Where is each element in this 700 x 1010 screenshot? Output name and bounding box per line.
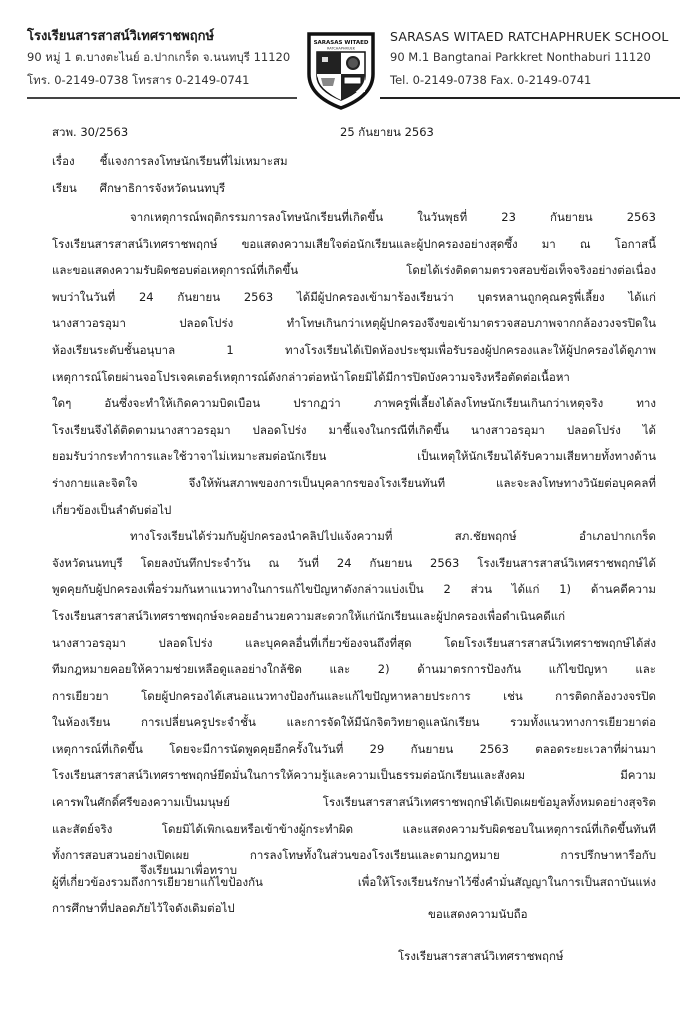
- header-divider-left: [27, 97, 297, 99]
- paragraph1-line: และขอแสดงความรับผิดชอบต่อเหตุการณ์ที่เกิดขึ้น โดยได้เร่งติดตามตรวจสอบข้อเท็จจริงอย่างต่อเนื่อง: [52, 263, 656, 278]
- header-divider-right: [380, 97, 680, 99]
- complimentary-close: ขอแสดงความนับถือ: [428, 907, 528, 921]
- contact-english: Tel. 0-2149-0738 Fax. 0-2149-0741: [390, 73, 592, 87]
- reference-number: สวพ. 30/2563: [52, 125, 129, 139]
- paragraph1-line: จากเหตุการณ์พฤติกรรมการลงโทษนักเรียนที่เกิดขึ้น ในวันพุธที่ 23 กันยายน 2563: [130, 210, 656, 224]
- subject-row: [52, 153, 288, 171]
- subject-label: เรื่อง: [52, 154, 75, 168]
- paragraph2-line: ทั้งการสอบสวนอย่างเปิดเผย การลงโทษทั้งในส่วนของโรงเรียนและตามกฎหมาย การปรึกษาหารือกับ: [52, 848, 656, 863]
- closing-line: จึงเรียนมาเพื่อทราบ: [140, 863, 238, 877]
- paragraph2-line: และสัตย์จริง โดยมิได้เพิกเฉยหรือเข้าข้างผู้กระทำผิด และแสดงความรับผิดชอบในเหตุการณ์ที่เกิดขึ้นทันที: [52, 821, 656, 836]
- paragraph2-line: การเยียวยา โดยผู้ปกครองได้เสนอแนวทางป้องกันและแก้ไขปัญหาหลายประการ เช่น การติดกล้องวงจรปิด: [52, 688, 656, 703]
- address-english: 90 M.1 Bangtanai Parkkret Nonthaburi 11120: [390, 50, 651, 64]
- paragraph1-line: นางสาวอรอุมา ปลอดโปร่ง ทำโทษเกินกว่าเหตุผู้ปกครองจึงขอเข้ามาตรวจสอบภาพจากกล้องวงจรปิดใน: [52, 316, 656, 331]
- signatory: โรงเรียนสารสาสน์วิเทศราชพฤกษ์: [398, 949, 564, 963]
- paragraph1-line: ยอมรับว่ากระทำการและใช้วาจาไม่เหมาะสมต่อนักเรียน เป็นเหตุให้นักเรียนได้รับความเสียหายทั้งทางด้าน: [52, 449, 656, 464]
- paragraph2-line: พูดคุยกับผู้ปกครองเพื่อร่วมกันหาแนวทางในการแก้ไขปัญหาดังกล่าวแบ่งเป็น 2 ส่วน ได้แก่ 1) ด้านคดีความ: [52, 582, 656, 597]
- paragraph1-line: โรงเรียนสารสาสน์วิเทศราชพฤกษ์ ขอแสดงความเสียใจต่อนักเรียนและผู้ปกครองอย่างสุดซึ้ง มา ณ โอกาสนี้: [52, 236, 656, 251]
- paragraph2-line: การศึกษาที่ปลอดภัยไว้ใจดังเดิมต่อไป: [52, 901, 235, 916]
- paragraph2-line: นางสาวอรอุมา ปลอดโปร่ง และบุคคลอื่นที่เกี่ยวข้องจนถึงที่สุด โดยโรงเรียนสารสาสน์วิเทศราชพฤกษ์ได้ส่ง: [52, 635, 656, 650]
- paragraph1-line: ร่างกายและจิตใจ จึงให้พ้นสภาพของการเป็นบุคลากรของโรงเรียนทันที และจะลงโทษทางวินัยต่อบุคคลที่: [52, 475, 656, 490]
- subject-text: ชี้แจงการลงโทษนักเรียนที่ไม่เหมาะสม: [99, 154, 288, 168]
- school-name-thai: โรงเรียนสารสาสน์วิเทศราชพฤกษ์: [27, 29, 215, 44]
- svg-text:RATCHAPHRUEK: RATCHAPHRUEK: [326, 46, 356, 51]
- svg-text:SARASAS WITAED: SARASAS WITAED: [313, 40, 369, 46]
- letterhead-thai: [27, 28, 297, 92]
- paragraph1-line: เหตุการณ์โดยผ่านจอโปรเจคเตอร์เหตุการณ์ดังกล่าวต่อหน้าโดยมิได้มีการปิดบังความจริงหรือตัดต่อเนื้อหา: [52, 369, 570, 384]
- paragraph1-line: ห้องเรียนระดับชั้นอนุบาล 1 ทางโรงเรียนได้เปิดห้องประชุมเพื่อรับรองผู้ปกครองและให้ผู้ปกครองได้ดูภาพ: [52, 342, 656, 357]
- paragraph2-line: ผู้ที่เกี่ยวข้องรวมถึงการเยียวยาแก้ไขป้องกัน เพื่อให้โรงเรียนรักษาไว้ซึ่งคำมั่นสัญญาในการเป็นสถาบันแห่ง: [52, 874, 656, 889]
- recipient-row: [52, 180, 225, 198]
- paragraph1-line: ใดๆ อันซึ่งจะทำให้เกิดความบิดเบือน ปรากฏว่า ภาพครูพี่เลี้ยงได้ลงโทษนักเรียนเกินกว่าเหตุจริง ทาง: [52, 396, 656, 411]
- paragraph1-line: โรงเรียนจึงได้ติดตามนางสาวอรอุมา ปลอดโปร่ง มาชี้แจงในกรณีที่เกิดขึ้น นางสาวอรอุมา ปลอดโปร่ง ได้: [52, 422, 656, 437]
- letter-date: 25 กันยายน 2563: [340, 125, 434, 139]
- paragraph2-line: โรงเรียนสารสาสน์วิเทศราชพฤกษ์จะคอยอำนวยความสะดวกให้แก่นักเรียนและผู้ปกครองเพื่อดำเนินคดีแก่: [52, 608, 566, 623]
- body-paragraphs: [52, 204, 656, 922]
- paragraph2-line: ในห้องเรียน การเปลี่ยนครูประจำชั้น และการจัดให้มีนักจิตวิทยาดูแลนักเรียน รวมทั้งแนวทางการเยียวยาต่อ: [52, 715, 656, 730]
- paragraph1-line: เกี่ยวข้องเป็นลำดับต่อไป: [52, 502, 172, 517]
- contact-thai: โทร. 0-2149-0738 โทรสาร 0-2149-0741: [27, 73, 250, 87]
- letterhead-english: [390, 28, 690, 92]
- paragraph2-line: เหตุการณ์ที่เกิดขึ้น โดยจะมีการนัดพูดคุยอีกครั้งในวันที่ 29 กันยายน 2563 ตลอดระยะเวลาที่ผ่านมา: [52, 741, 656, 756]
- paragraph2-line: โรงเรียนสารสาสน์วิเทศราชพฤกษ์ยึดมั่นในการให้ความรู้และความเป็นธรรมต่อนักเรียนและสังคม มีความ: [52, 768, 656, 783]
- address-thai: 90 หมู่ 1 ต.บางตะไนย์ อ.ปากเกร็ด จ.นนทบุรี 11120: [27, 50, 291, 64]
- paragraph1-line: พบว่าในวันที่ 24 กันยายน 2563 ได้มีผู้ปกครองเข้ามาร้องเรียนว่า บุตรหลานถูกคุณครูพี่เลี้ยง ได้แก่: [52, 289, 656, 304]
- school-name-english: SARASAS WITAED RATCHAPHRUEK SCHOOL: [390, 29, 669, 44]
- school-crest-icon: [305, 30, 377, 110]
- recipient-label: เรียน: [52, 181, 77, 195]
- paragraph2-line: ทางโรงเรียนได้ร่วมกับผู้ปกครองนำคลิปไปแจ้งความที่ สภ.ชัยพฤกษ์ อำเภอปากเกร็ด: [130, 529, 656, 544]
- recipient-text: ศึกษาธิการจังหวัดนนทบุรี: [99, 181, 226, 195]
- paragraph2-line: จังหวัดนนทบุรี โดยลงบันทึกประจำวัน ณ วันที่ 24 กันยายน 2563 โรงเรียนสารสาสน์วิเทศราชพฤกษ์ได้: [52, 555, 656, 570]
- paragraph2-line: ทีมกฎหมายคอยให้ความช่วยเหลือดูแลอย่างใกล้ชิด และ 2) ด้านมาตรการป้องกัน แก้ไขปัญหา และ: [52, 662, 656, 677]
- paragraph2-line: เคารพในศักดิ์ศรีของความเป็นมนุษย์ โรงเรียนสารสาสน์วิเทศราชพฤกษ์ได้เปิดเผยข้อมูลทั้งหมดอย่างสุจริต: [52, 795, 656, 810]
